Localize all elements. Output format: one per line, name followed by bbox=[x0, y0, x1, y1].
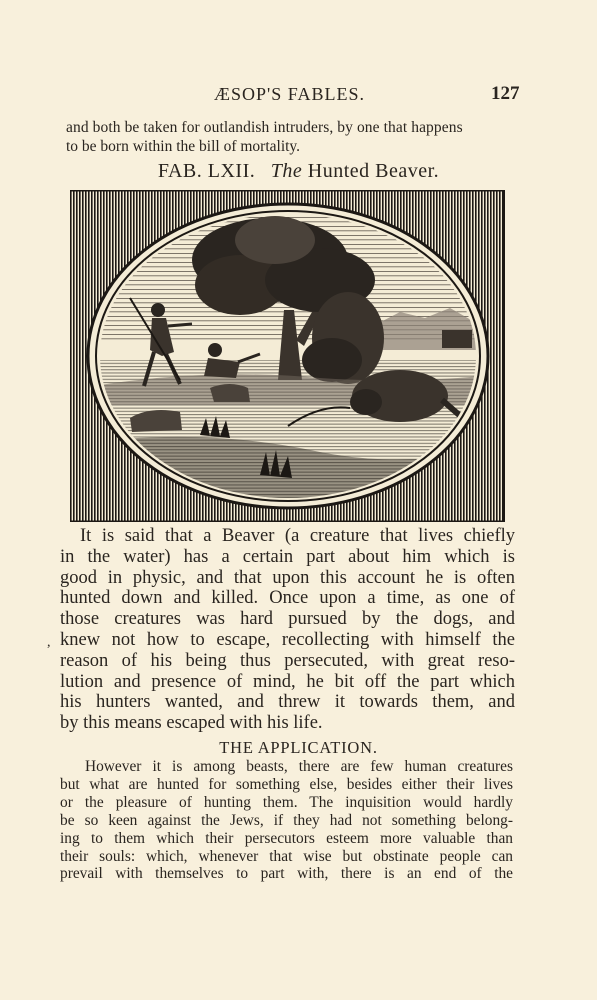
previous-fable-line: and both be taken for outlandish intruders, by one that happens bbox=[66, 119, 463, 136]
body-line: by this means escaped with his life. bbox=[60, 713, 323, 734]
application-line: or the pleasure of hunting them. The inquisition would hardly bbox=[60, 793, 513, 811]
application-body bbox=[60, 758, 513, 883]
application-line: but what are hunted for something else, besides either their lives bbox=[60, 775, 513, 793]
running-title: ÆSOP'S FABLES. bbox=[214, 84, 365, 104]
fable-number: FAB. LXII. bbox=[157, 160, 256, 182]
body-line: good in physic, and that upon this account he is often bbox=[60, 567, 515, 588]
application-line: be so keen against the Jews, if they had not something belong- bbox=[60, 811, 513, 829]
application-heading: THE APPLICATION. bbox=[219, 738, 378, 757]
body-line: those creatures was hard pursued by the dogs, and bbox=[60, 609, 515, 630]
body-line: hunted down and killed. Once upon a time, as one of bbox=[60, 588, 515, 609]
application-line: However it is among beasts, there are few human creatures bbox=[85, 758, 513, 775]
previous-fable-line: to be born within the bill of mortality. bbox=[66, 138, 301, 155]
page-number: 127 bbox=[491, 83, 520, 104]
previous-fable-ending bbox=[66, 118, 516, 156]
fable-body bbox=[60, 526, 515, 734]
body-line: in the water) has a certain part about him which is bbox=[60, 546, 515, 567]
woodcut-illustration bbox=[70, 190, 505, 522]
fable-title: Hunted Beaver. bbox=[307, 160, 440, 182]
running-head bbox=[0, 84, 597, 108]
body-line: It is said that a Beaver (a creature that lives chiefly bbox=[80, 526, 515, 546]
fable-title-article: The bbox=[270, 160, 303, 182]
application-line: prevail with themselves to part with, there is an end of the bbox=[60, 865, 513, 883]
body-line: his hunters wanted, and threw it towards them, and bbox=[60, 692, 515, 713]
fable-heading bbox=[0, 160, 597, 183]
body-line: knew not how to escape, recollecting with himself the bbox=[60, 629, 515, 650]
body-line: reason of his being thus persecuted, with great reso- bbox=[60, 650, 515, 671]
application-line: their souls: which, whenever that wise but obstinate people can bbox=[60, 847, 513, 865]
application-line: ing to them which their persecutors esteem more valuable than bbox=[60, 829, 513, 847]
margin-mark: , bbox=[47, 635, 51, 650]
body-line: lution and presence of mind, he bit off the part which bbox=[60, 671, 515, 692]
